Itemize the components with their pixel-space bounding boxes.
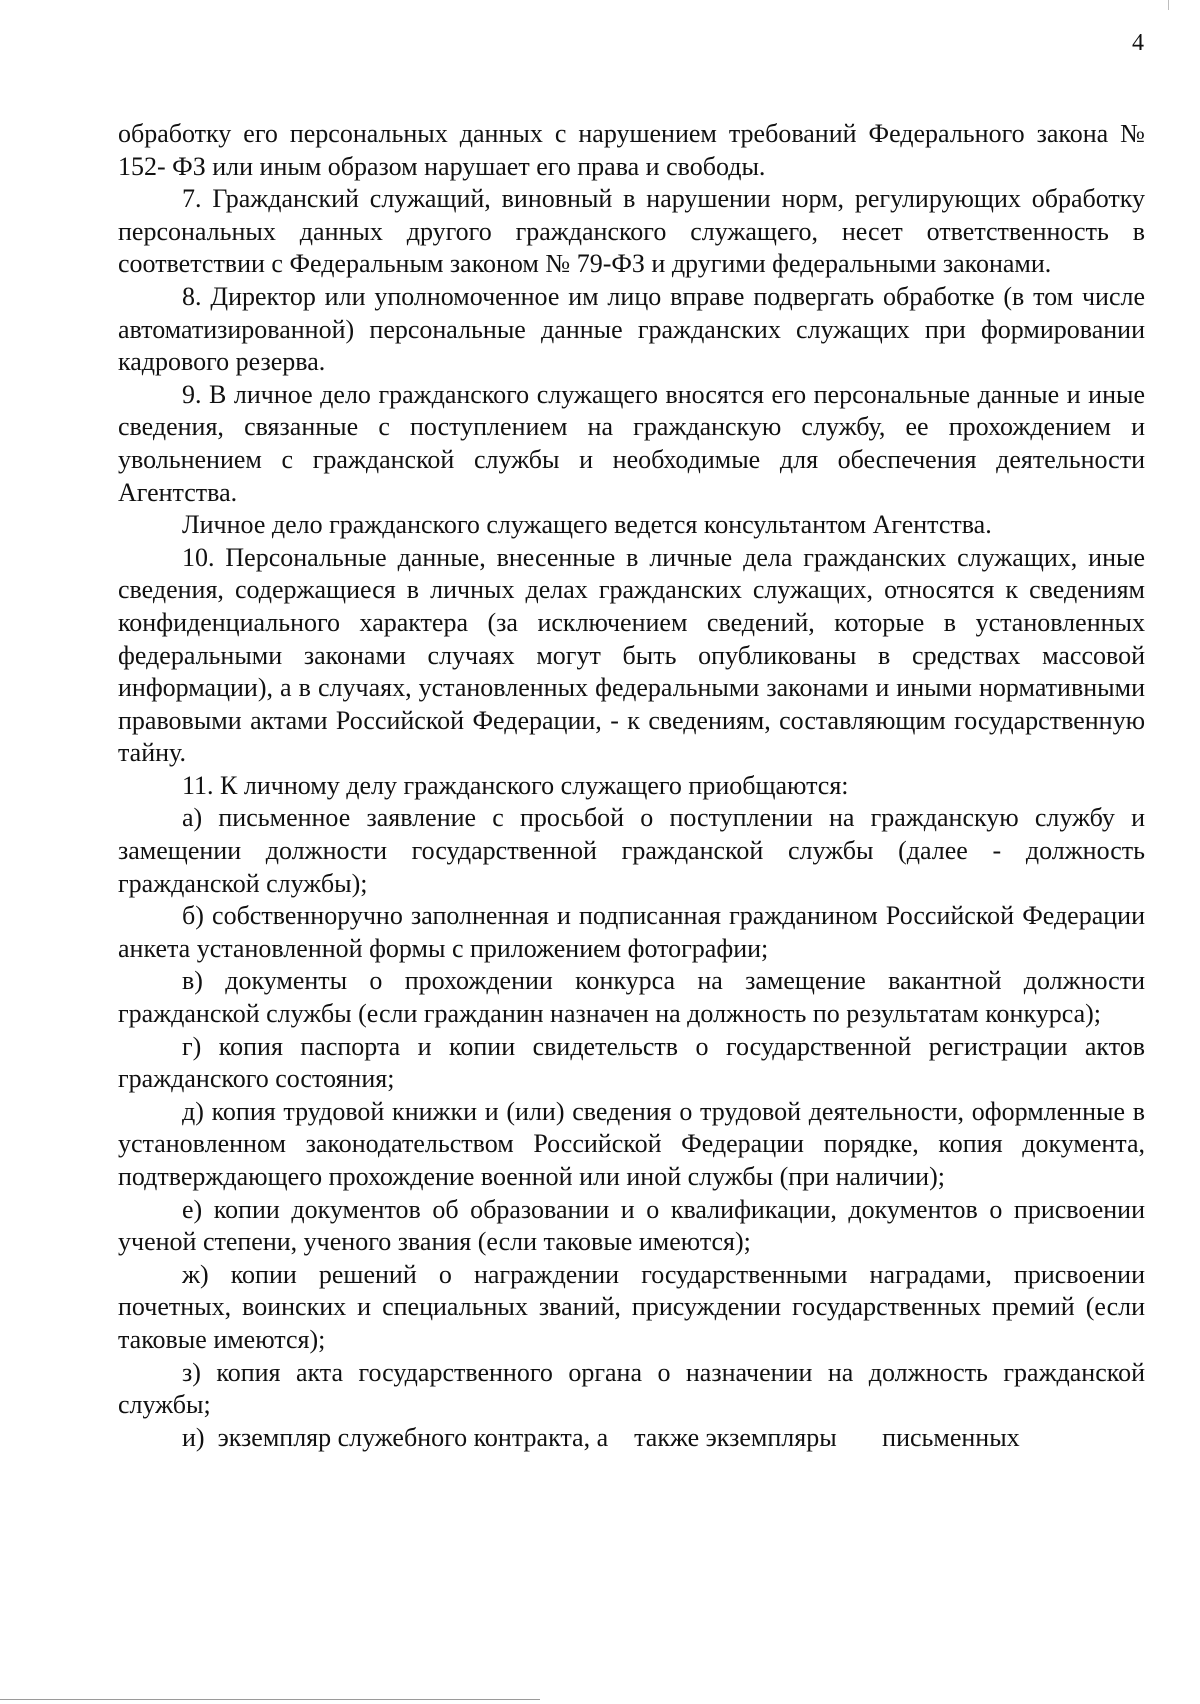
- paragraph-8: 8. Директор или уполномоченное им лицо вправе подвергать обработке (в том числе автоматизированной) персональные данные гражданских служащих при формировании кадрового резерва.: [118, 281, 1145, 377]
- paragraph-7: 7. Гражданский служащий, виновный в нарушении норм, регулирующих обработку персональных данных другого гражданского служащего, несет ответственность в соответствии с Федеральным законом № 79-ФЗ и другими федеральными законами.: [118, 184, 1145, 279]
- list-item-zh: ж) копии решений о награждении государственными наградами, присвоении почетных, воинских и специальных званий, присуждении государственных премий (если таковые имеются);: [118, 1259, 1145, 1354]
- list-item-e: е) копии документов об образовании и о квалификации, документов о присвоении ученой степени, ученого звания (если таковые имеются);: [118, 1194, 1145, 1257]
- list-item-g: г) копия паспорта и копии свидетельств о государственной регистрации актов гражданского состояния;: [118, 1031, 1145, 1094]
- list-item-v: в) документы о прохождении конкурса на замещение вакантной должности гражданской службы (если гражданин назначен на должность по результатам конкурса);: [118, 966, 1145, 1029]
- paragraph-9: 9. В личное дело гражданского служащего вносятся его персональные данные и иные сведения, связанные с поступлением на гражданскую службу, ее прохождением и увольнением с гражданской службы и необходимые для обеспечения деятельности Агентства.: [118, 379, 1145, 507]
- list-item-d: д) копия трудовой книжки и (или) сведения о трудовой деятельности, оформленные в установленном законодательством Российской Федерации порядке, копия документа, подтверждающего прохождение военной или иной службы (при наличии);: [118, 1096, 1145, 1191]
- list-item-a: а) письменное заявление с просьбой о поступлении на гражданскую службу и замещении должности государственной гражданской службы (далее - должность гражданской службы);: [118, 803, 1145, 898]
- page-number: 4: [1132, 30, 1144, 56]
- paragraph-9-personal-file: Личное дело гражданского служащего ведется консультантом Агентства.: [182, 510, 992, 540]
- bottom-scan-line: [0, 1699, 540, 1700]
- paragraph-continuation: обработку его персональных данных с нарушением требований Федерального закона № 152- ФЗ или иным образом нарушает его права и свободы.: [118, 119, 1145, 181]
- scan-edge-mark: [1168, 0, 1169, 10]
- paragraph-10: 10. Персональные данные, внесенные в личные дела гражданских служащих, иные сведения, содержащиеся в личных делах гражданских служащих, относятся к сведениям конфиденциального характера (за исключением сведений, которые в установленных федеральными законами случаях могут быть опубликованы в средствах массовой информации), а в случаях, установленных федеральными законами и иными нормативными правовыми актами Российской Федерации, - к сведениям, составляющим государственную тайну.: [118, 542, 1145, 768]
- list-item-i: и) экземпляр служебного контракта, а также экземпляры письменных: [182, 1422, 1020, 1452]
- paragraph-11: 11. К личному делу гражданского служащего приобщаются:: [182, 770, 849, 800]
- list-item-z: з) копия акта государственного органа о назначении на должность гражданской службы;: [118, 1357, 1145, 1420]
- document-body: [118, 118, 1145, 1454]
- list-item-b: б) собственноручно заполненная и подписанная гражданином Российской Федерации анкета установленной формы с приложением фотографии;: [118, 901, 1145, 963]
